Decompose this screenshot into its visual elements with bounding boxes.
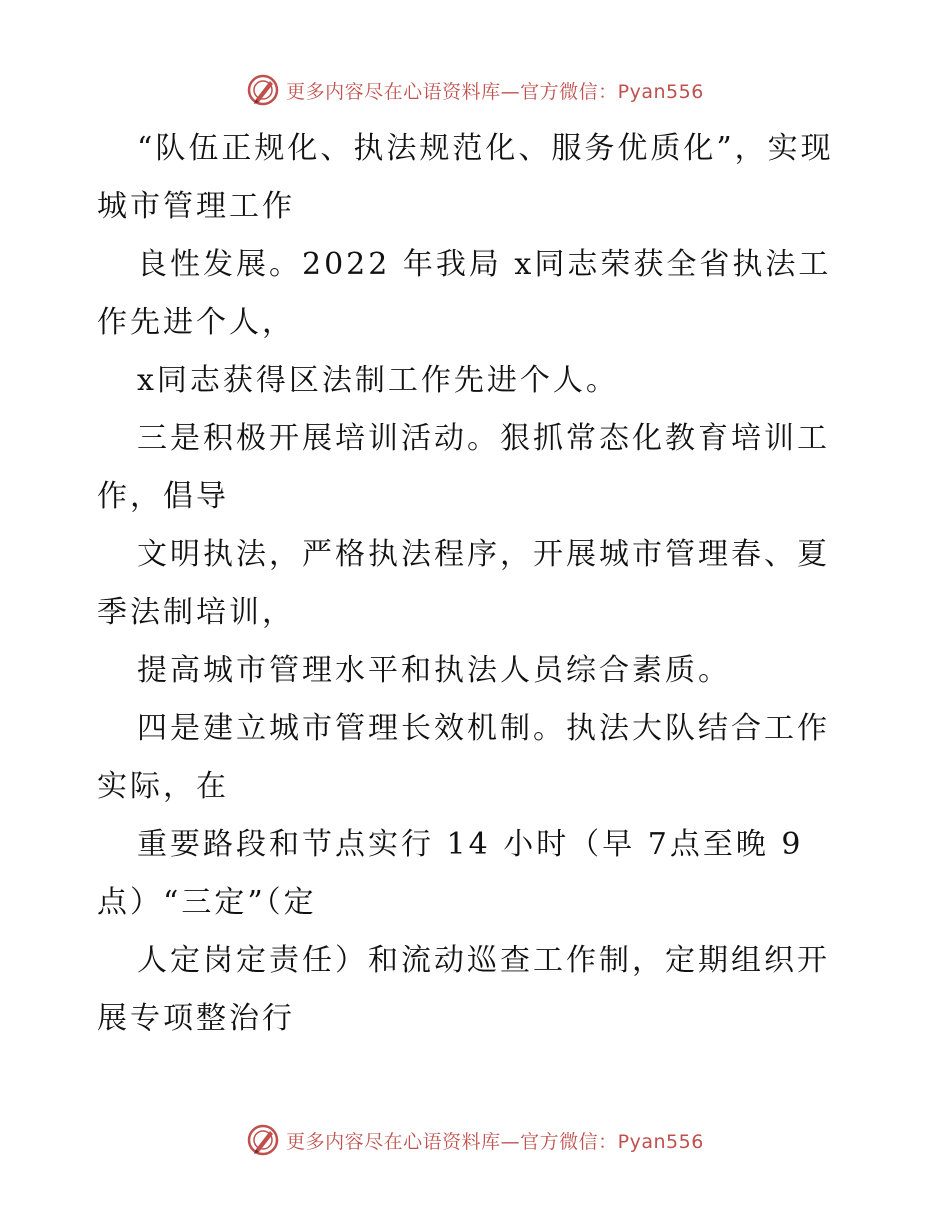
header-banner-dash: — bbox=[500, 80, 521, 103]
footer-banner-dash: — bbox=[500, 1130, 521, 1153]
paragraph-6: 提高城市管理水平和执法人员综合素质。 bbox=[137, 653, 731, 688]
document-body bbox=[97, 120, 857, 1048]
header-banner-contact: 官方微信：Pyan556 bbox=[520, 80, 704, 103]
paragraph-5: 文明执法，严格执法程序，开展城市管理春、夏季法制培训， bbox=[97, 537, 830, 630]
paragraph-3: x同志获得区法制工作先进个人。 bbox=[137, 363, 619, 398]
paragraph-1: “队伍正规化、执法规范化、服务优质化”，实现城市管理工作 bbox=[97, 131, 834, 224]
footer-banner bbox=[0, 1120, 950, 1160]
paragraph-7: 四是建立城市管理长效机制。执法大队结合工作实际，在 bbox=[97, 711, 830, 804]
footer-banner-contact: 官方微信：Pyan556 bbox=[520, 1130, 704, 1153]
paragraph-9: 人定岗定责任）和流动巡查工作制，定期组织开展专项整治行 bbox=[97, 943, 830, 1036]
header-banner-text: 更多内容尽在心语资料库 bbox=[286, 80, 501, 103]
footer-banner-text: 更多内容尽在心语资料库 bbox=[286, 1130, 501, 1153]
header-banner bbox=[0, 70, 950, 110]
paragraph-8: 重要路段和节点实行 14 小时（早 7点至晚 9点）“三定”（定 bbox=[97, 827, 804, 920]
paragraph-2: 良性发展。2022 年我局 x同志荣获全省执法工作先进个人， bbox=[97, 247, 832, 340]
pen-logo-icon bbox=[246, 73, 280, 107]
pen-logo-icon bbox=[246, 1123, 280, 1157]
paragraph-4: 三是积极开展培训活动。狠抓常态化教育培训工作，倡导 bbox=[97, 421, 830, 514]
